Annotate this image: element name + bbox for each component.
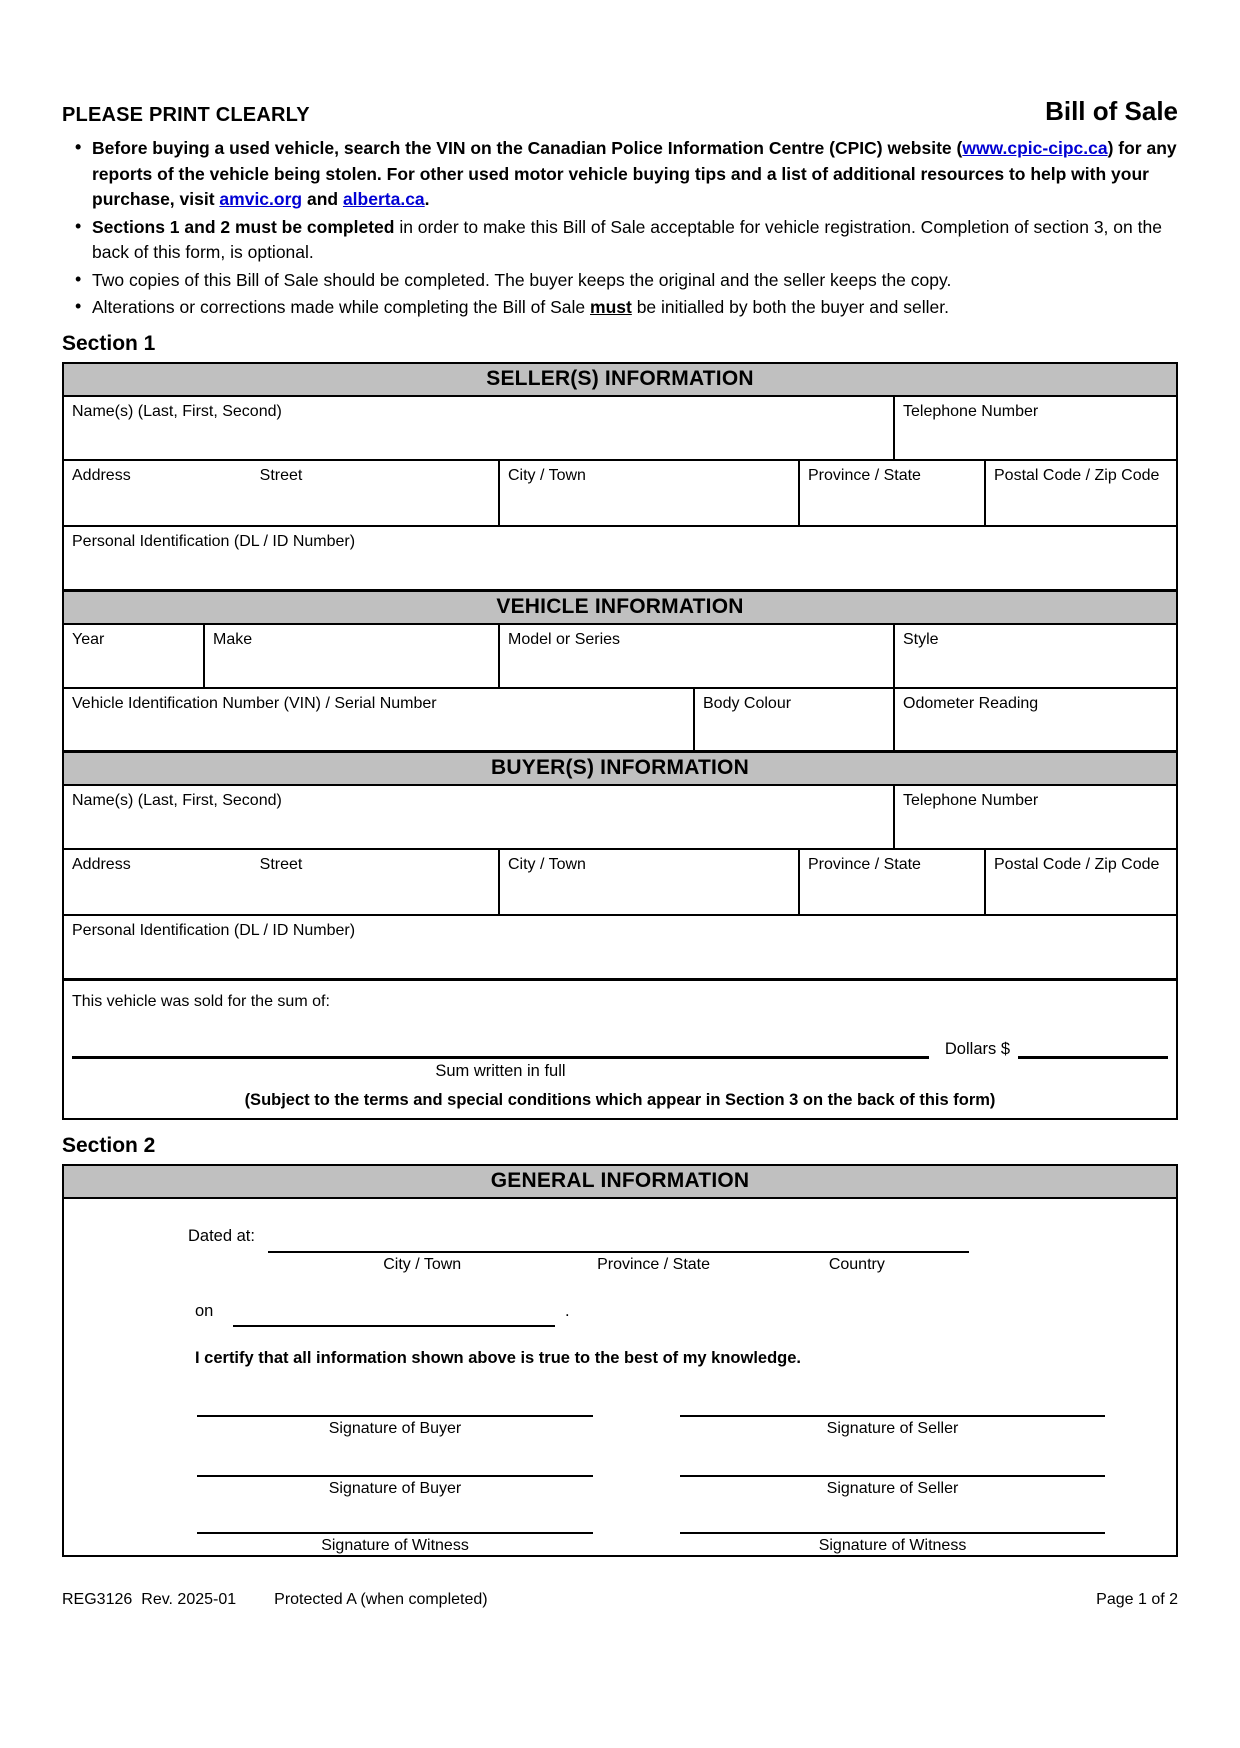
vehicle-row-1 <box>64 623 1176 687</box>
notice-alterations-must: must <box>590 297 632 317</box>
vehicle-vin-field[interactable] <box>64 689 695 750</box>
notice-cpic-text-4: . <box>424 189 430 209</box>
buyer-telephone-label: Telephone Number <box>903 791 1039 809</box>
dated-at-line[interactable] <box>268 1251 969 1253</box>
seller-telephone-label: Telephone Number <box>903 402 1039 420</box>
notice-copies <box>92 268 1178 294</box>
dollars-label: Dollars $ <box>944 1039 1010 1058</box>
seller-names-label: Name(s) (Last, First, Second) <box>72 402 282 420</box>
sum-written-block <box>72 1037 929 1081</box>
seller-street-field[interactable] <box>64 461 500 525</box>
dated-at-sublabels <box>268 1256 969 1278</box>
vehicle-body-colour-field[interactable] <box>695 689 895 750</box>
dated-country-label: Country <box>828 1255 885 1273</box>
vehicle-odometer-label: Odometer Reading <box>903 694 1039 712</box>
section2-table <box>62 1164 1178 1557</box>
vehicle-make-label: Make <box>213 630 253 648</box>
page-number: Page 1 of 2 <box>1096 1590 1178 1608</box>
cpic-link[interactable]: www.cpic-cipc.ca <box>962 138 1108 158</box>
amvic-link[interactable]: amvic.org <box>219 189 303 209</box>
vehicle-row-2 <box>64 687 1176 750</box>
buyer-street-field[interactable] <box>64 850 500 914</box>
seller-personal-id-field[interactable] <box>64 527 1176 589</box>
section2-heading: Section 2 <box>62 1133 156 1157</box>
buyer-names-label: Name(s) (Last, First, Second) <box>72 791 282 809</box>
signature-line-seller-2[interactable] <box>680 1475 1105 1498</box>
seller-names-field[interactable] <box>64 397 895 459</box>
page-content <box>62 0 1178 1609</box>
form-revision: Rev. 2025-01 <box>141 1590 237 1608</box>
dated-province-label: Province / State <box>597 1255 711 1273</box>
buyer-names-field[interactable] <box>64 786 895 848</box>
seller-province-field[interactable] <box>800 461 986 525</box>
seller-city-field[interactable] <box>500 461 800 525</box>
buyer-street-label: Street <box>259 855 303 873</box>
seller-name-row <box>64 395 1176 459</box>
signature-seller-label-1: Signature of Seller <box>826 1419 959 1437</box>
notice-sections-bold: Sections 1 and 2 must be completed <box>92 216 395 237</box>
signature-buyer-label-1: Signature of Buyer <box>328 1419 462 1437</box>
vehicle-year-field[interactable] <box>64 625 205 687</box>
buyer-name-row <box>64 784 1176 848</box>
buyer-information-header: BUYER(S) INFORMATION <box>64 750 1176 784</box>
page-title: Bill of Sale <box>1045 96 1178 126</box>
signature-line-seller-1[interactable] <box>680 1415 1105 1438</box>
on-label: on <box>195 1301 214 1320</box>
notice-cpic <box>92 136 1178 213</box>
page-header <box>62 0 1178 127</box>
buyer-address-row <box>64 848 1176 914</box>
seller-province-label: Province / State <box>808 466 921 484</box>
notice-cpic-text-1: Before buying a used vehicle, search the VIN on the Canadian Police Information Centre (CPIC) website ( <box>92 138 963 158</box>
buyer-city-label: City / Town <box>508 855 586 873</box>
notice-cpic-text-2: ) for any reports of the vehicle being stolen. For other used motor vehicle buying tips and a list of additional resources to help with your purchase, visit <box>92 138 1177 209</box>
seller-street-label: Street <box>259 466 303 484</box>
signature-line-witness-1[interactable] <box>197 1532 593 1555</box>
buyer-telephone-field[interactable] <box>895 786 1176 848</box>
seller-postal-label: Postal Code / Zip Code <box>994 466 1160 484</box>
signature-line-buyer-1[interactable] <box>197 1415 593 1438</box>
buyer-province-field[interactable] <box>800 850 986 914</box>
seller-personal-id-label: Personal Identification (DL / ID Number) <box>72 532 356 550</box>
sale-sum-section <box>64 978 1176 1118</box>
buyer-address-label: Address <box>72 855 131 873</box>
vehicle-vin-label: Vehicle Identification Number (VIN) / Serial Number <box>72 694 437 712</box>
general-information-body <box>64 1197 1176 1555</box>
dated-city-label: City / Town <box>383 1255 462 1273</box>
dated-at-label: Dated at: <box>188 1226 255 1245</box>
signature-line-buyer-2[interactable] <box>197 1475 593 1498</box>
page-footer <box>62 1591 1178 1609</box>
certify-statement: I certify that all information shown above is true to the best of my knowledge. <box>195 1348 802 1367</box>
seller-information-header: SELLER(S) INFORMATION <box>64 364 1176 395</box>
vehicle-odometer-field[interactable] <box>895 689 1176 750</box>
buyer-city-field[interactable] <box>500 850 800 914</box>
signature-witness-label-2: Signature of Witness <box>818 1536 967 1554</box>
vehicle-year-label: Year <box>72 630 105 648</box>
seller-postal-field[interactable] <box>986 461 1176 525</box>
notice-sections-rest: in order to make this Bill of Sale acceptable for vehicle registration. Completion of section 3, on the back of this form, is optional. <box>92 216 1162 262</box>
date-line[interactable] <box>233 1325 555 1327</box>
seller-address-row <box>64 459 1176 525</box>
form-number: REG3126 <box>62 1590 133 1608</box>
period-label: . <box>565 1301 570 1320</box>
sum-line-row <box>72 1037 1168 1081</box>
notice-alterations-pre: Alterations or corrections made while completing the Bill of Sale <box>92 297 591 317</box>
notice-cpic-text-3: and <box>302 189 343 209</box>
vehicle-make-field[interactable] <box>205 625 500 687</box>
footer-left <box>62 1591 488 1609</box>
notice-alterations-post: be initialled by both the buyer and seller. <box>631 297 949 317</box>
dollars-amount-line[interactable] <box>1018 1037 1168 1059</box>
seller-telephone-field[interactable] <box>895 397 1176 459</box>
buyer-postal-field[interactable] <box>986 850 1176 914</box>
subject-note: (Subject to the terms and special conditions which appear in Section 3 on the back of this form) <box>244 1090 996 1109</box>
notices-list <box>62 136 1178 321</box>
buyer-id-row <box>64 914 1176 978</box>
protected-label: Protected A (when completed) <box>274 1590 488 1608</box>
print-clearly-heading: PLEASE PRINT CLEARLY <box>62 104 310 126</box>
notice-sections <box>92 215 1178 266</box>
vehicle-model-field[interactable] <box>500 625 895 687</box>
notice-alterations <box>92 295 1178 321</box>
seller-city-label: City / Town <box>508 466 586 484</box>
seller-address-label: Address <box>72 466 131 484</box>
alberta-link[interactable]: alberta.ca <box>342 189 425 209</box>
sum-written-line[interactable] <box>72 1037 929 1059</box>
seller-id-row <box>64 525 1176 589</box>
signature-seller-label-2: Signature of Seller <box>826 1479 959 1497</box>
buyer-personal-id-field[interactable] <box>64 916 1176 978</box>
buyer-postal-label: Postal Code / Zip Code <box>994 855 1160 873</box>
signature-buyer-label-2: Signature of Buyer <box>328 1479 462 1497</box>
buyer-province-label: Province / State <box>808 855 921 873</box>
vehicle-information-header: VEHICLE INFORMATION <box>64 589 1176 623</box>
sold-for-label: This vehicle was sold for the sum of: <box>72 992 330 1010</box>
vehicle-body-colour-label: Body Colour <box>703 694 792 712</box>
vehicle-style-label: Style <box>903 630 939 648</box>
section1-table <box>62 362 1178 1120</box>
vehicle-style-field[interactable] <box>895 625 1176 687</box>
signature-line-witness-2[interactable] <box>680 1532 1105 1555</box>
buyer-personal-id-label: Personal Identification (DL / ID Number) <box>72 921 356 939</box>
notice-copies-text: Two copies of this Bill of Sale should be completed. The buyer keeps the original and the seller keeps the copy. <box>92 269 952 290</box>
signature-witness-label-1: Signature of Witness <box>321 1536 469 1554</box>
general-information-header: GENERAL INFORMATION <box>64 1166 1176 1197</box>
vehicle-model-label: Model or Series <box>508 630 621 648</box>
section1-heading: Section 1 <box>62 331 156 355</box>
sum-written-caption: Sum written in full <box>435 1061 566 1080</box>
